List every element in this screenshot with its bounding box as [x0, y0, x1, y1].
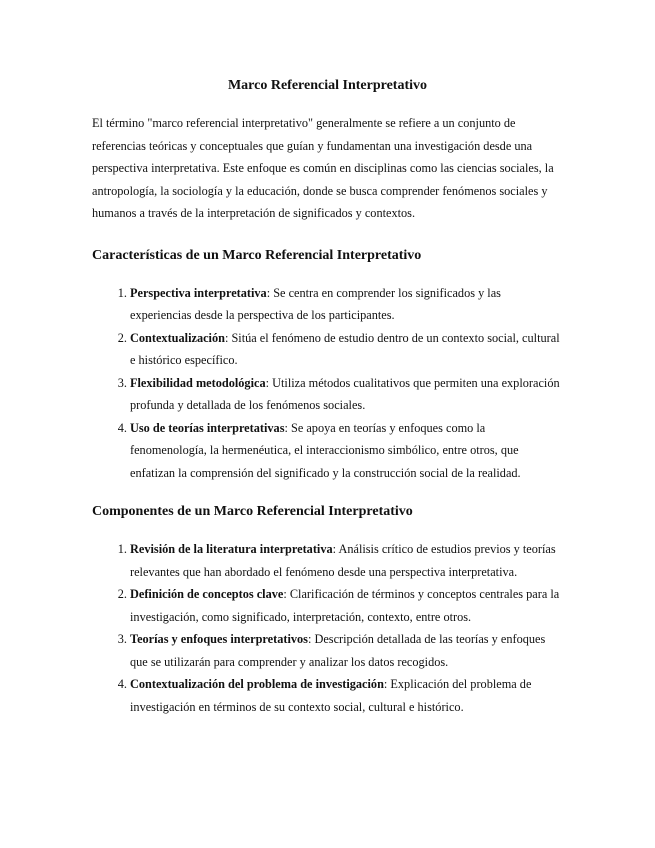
item-term: Flexibilidad metodológica	[130, 375, 266, 390]
item-text: : Análisis crítico de estudios previos y teorías relevantes que han abordado el fenómeno desde una perspectiva interpretativa.	[130, 542, 556, 579]
intro-paragraph: El término "marco referencial interpretativo" generalmente se refiere a un conjunto de referencias teóricas y conceptuales que guían y fundamentan una investigación desde una perspectiva interpretativa. Este enfoque es común en disciplinas como las ciencias sociales, la antropología, la sociología y la educación, donde se busca comprender fenómenos sociales y humanos a través de la interpretación de significados y contextos.	[92, 116, 554, 220]
list-item	[130, 583, 563, 628]
item-term: Contextualización	[130, 330, 225, 345]
list-item	[130, 673, 563, 718]
document-title: Marco Referencial Interpretativo	[227, 78, 428, 93]
section-heading-caracteristicas: Características de un Marco Referencial Interpretativo	[92, 247, 422, 263]
list-item	[130, 372, 563, 417]
item-text: : Descripción detallada de las teorías y enfoques que se utilizarán para comprender y analizar los datos recogidos.	[130, 632, 546, 669]
item-term: Contextualización del problema de investigación	[130, 677, 384, 691]
item-term: Definición de conceptos clave	[130, 587, 284, 601]
list-item	[130, 417, 563, 485]
section-heading-componentes: Componentes de un Marco Referencial Interpretativo	[92, 504, 413, 519]
item-term: Uso de teorías interpretativas	[130, 420, 285, 435]
list-item	[130, 628, 563, 673]
list-item	[130, 282, 563, 327]
item-text: : Utiliza métodos cualitativos que permiten una exploración profunda y detallada de los fenómenos sociales.	[130, 375, 560, 412]
item-term: Teorías y enfoques interpretativos	[130, 632, 308, 646]
item-term: Perspectiva interpretativa	[130, 285, 267, 300]
item-text: : Clarificación de términos y conceptos centrales para la investigación, como significado, interpretación, contexto, entre otros.	[130, 587, 560, 624]
item-text: : Explicación del problema de investigación en términos de su contexto social, cultural e histórico.	[130, 677, 532, 714]
list-item	[130, 538, 563, 583]
item-text: : Se centra en comprender los significados y las experiencias desde la perspectiva de los participantes.	[130, 285, 501, 322]
componentes-list	[92, 538, 563, 718]
item-term: Revisión de la literatura interpretativa	[130, 542, 333, 556]
caracteristicas-list	[92, 282, 563, 485]
item-text: : Se apoya en teorías y enfoques como la fenomenología, la hermenéutica, el interaccionismo simbólico, entre otros, que enfatizan la comprensión del significado y la construcción social de la realidad.	[130, 420, 521, 480]
list-item	[130, 327, 563, 372]
item-text: : Sitúa el fenómeno de estudio dentro de un contexto social, cultural e histórico específico.	[130, 330, 560, 367]
